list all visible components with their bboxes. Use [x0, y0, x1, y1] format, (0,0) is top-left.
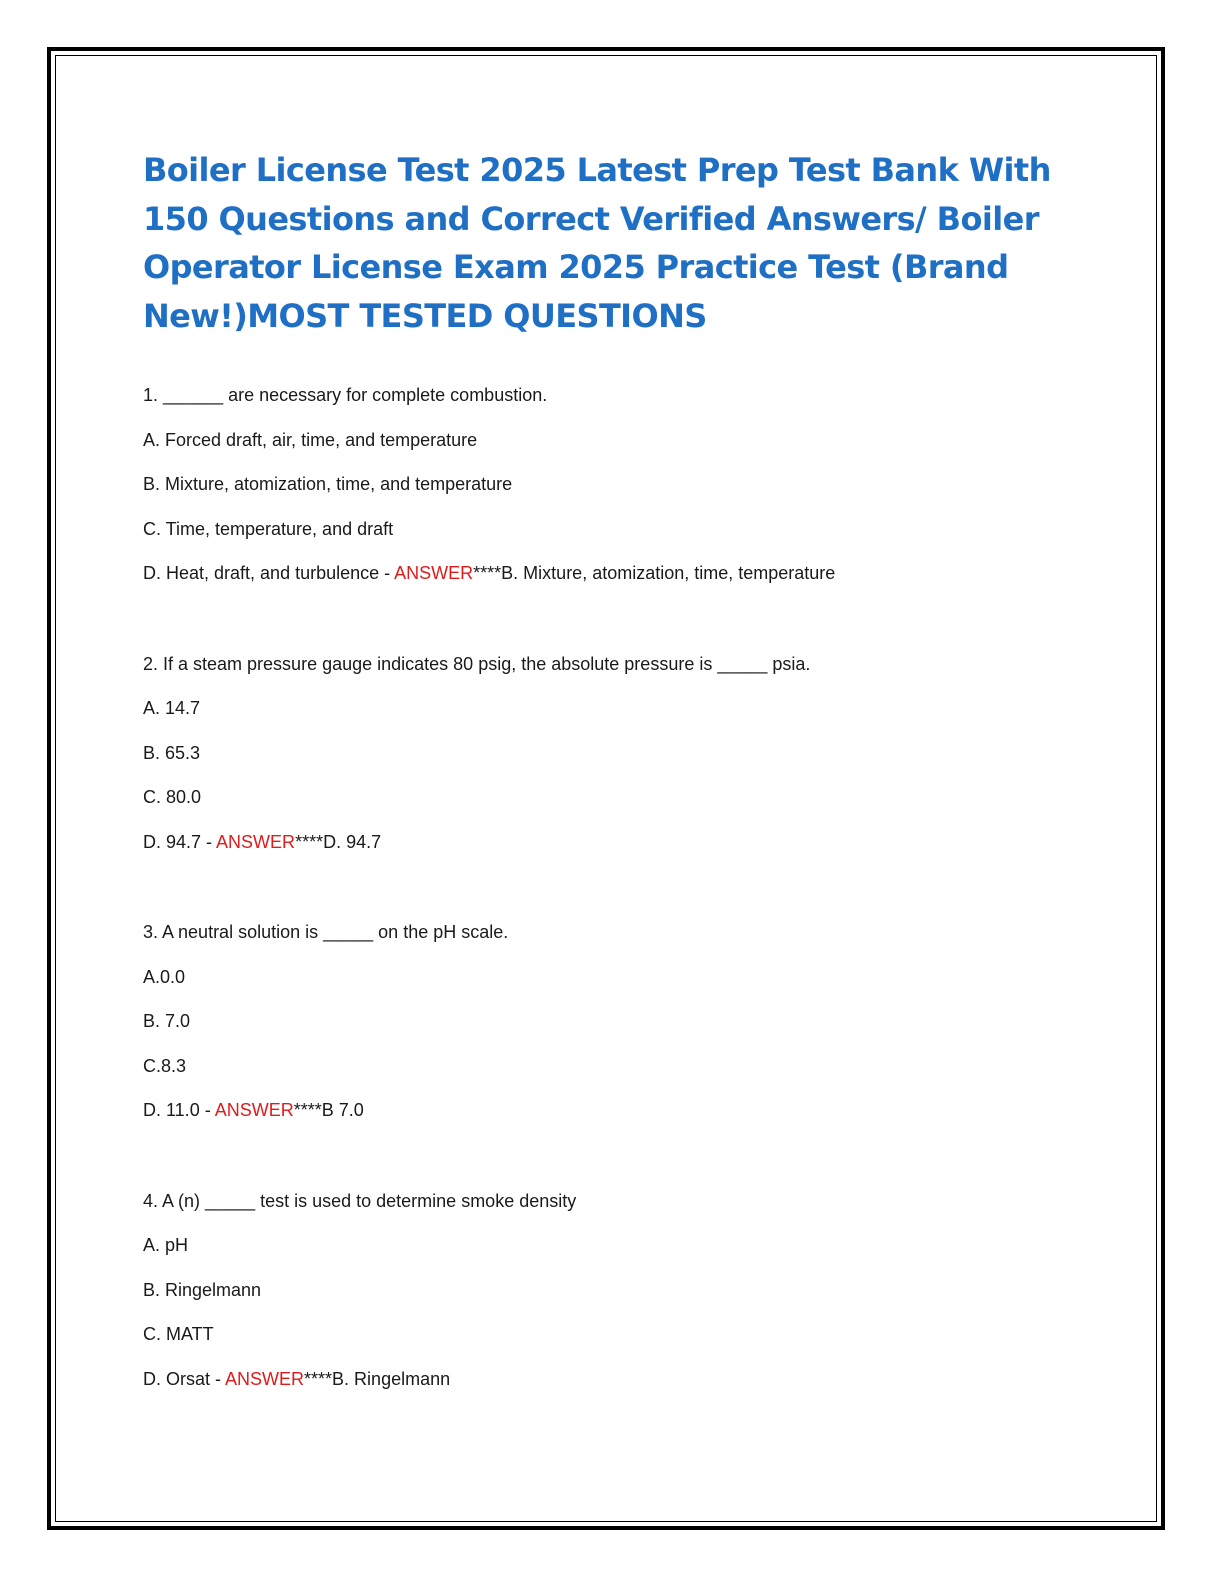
answer-text: ****B 7.0 [293, 1100, 364, 1120]
option-c: C. 80.0 [143, 787, 202, 807]
answer-label: ANSWER [214, 1100, 294, 1120]
question-list [143, 385, 1073, 1413]
option-c: C. Time, temperature, and draft [143, 518, 394, 539]
question-1 [143, 385, 1073, 608]
answer-label: ANSWER [225, 1368, 305, 1389]
option-b: B. Mixture, atomization, time, and temperature [143, 474, 513, 494]
answer-text: ****D. 94.7 [295, 831, 382, 852]
question-3 [143, 922, 1073, 1145]
question-stem: 3. A neutral solution is _____ on the pH scale. [143, 922, 509, 942]
question-stem: 1. ______ are necessary for complete combustion. [143, 385, 548, 405]
option-d: D. 94.7 - [143, 831, 217, 852]
option-c: C. MATT [143, 1324, 214, 1344]
option-c: C.8.3 [143, 1055, 187, 1076]
option-b: B. 7.0 [143, 1011, 191, 1031]
document-title: Boiler License Test 2025 Latest Prep Test Bank With 150 Questions and Correct Verified Answers/ Boiler Operator License Exam 2025 Practice Test (Brand New!)MOST TESTED QUESTIONS [143, 151, 1051, 335]
option-d: D. Orsat - [143, 1368, 226, 1389]
option-d: D. Heat, draft, and turbulence - [143, 563, 395, 583]
option-a: A.0.0 [143, 966, 186, 987]
option-a: A. 14.7 [143, 698, 201, 718]
option-d-with-answer [143, 1369, 1073, 1414]
document-body [143, 146, 1073, 1459]
option-d-with-answer [143, 563, 1073, 608]
option-b: B. Ringelmann [143, 1279, 262, 1300]
option-a: A. pH [143, 1235, 189, 1255]
answer-label: ANSWER [216, 831, 296, 852]
question-4 [143, 1191, 1073, 1414]
option-d: D. 11.0 - [143, 1100, 215, 1120]
option-b: B. 65.3 [143, 742, 201, 763]
answer-label: ANSWER [394, 563, 474, 583]
question-2 [143, 654, 1073, 877]
question-stem: 4. A (n) _____ test is used to determine smoke density [143, 1190, 577, 1211]
answer-text: ****B. Mixture, atomization, time, temperature [473, 563, 836, 583]
option-d-with-answer [143, 832, 1073, 877]
question-stem: 2. If a steam pressure gauge indicates 80 psig, the absolute pressure is _____ psia. [143, 653, 811, 674]
option-a: A. Forced draft, air, time, and temperature [143, 429, 478, 450]
option-d-with-answer [143, 1100, 1073, 1145]
answer-text: ****B. Ringelmann [304, 1368, 451, 1389]
